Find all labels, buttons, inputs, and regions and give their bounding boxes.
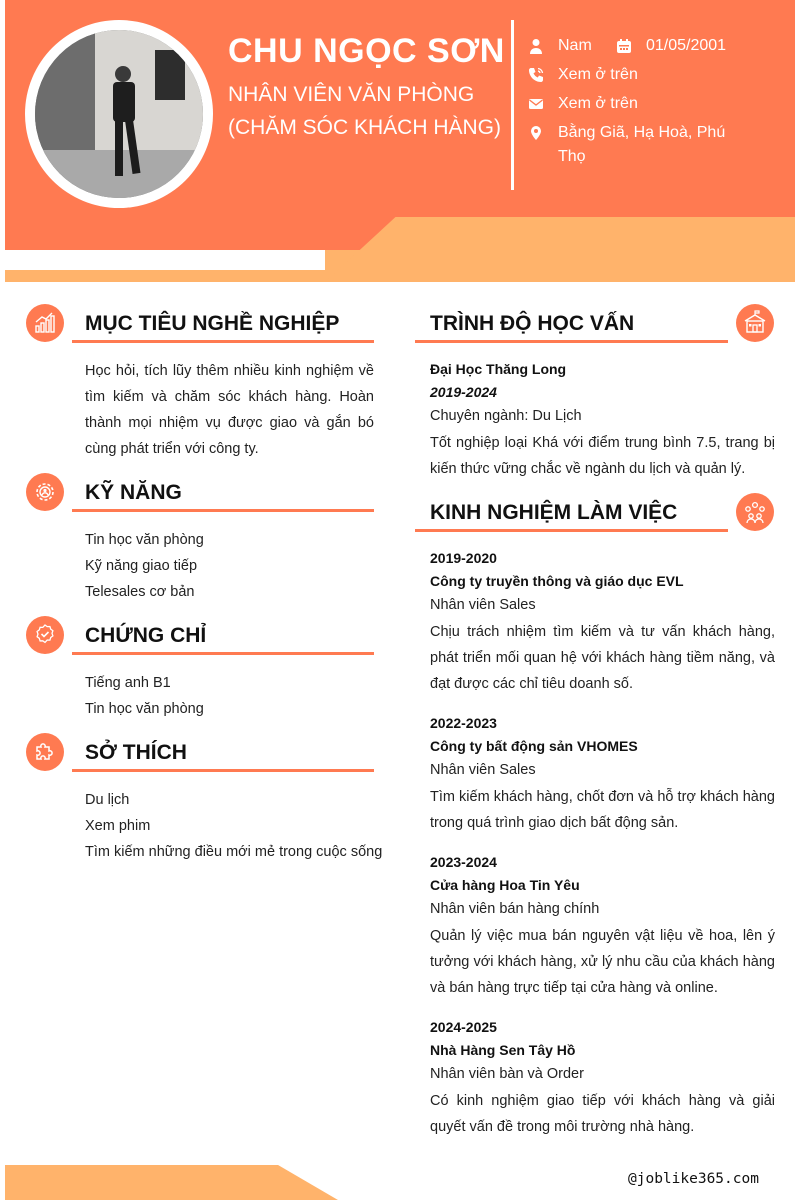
certificates-title: CHỨNG CHỈ xyxy=(85,624,207,647)
avatar xyxy=(35,30,203,198)
hobby-item: Du lịch xyxy=(85,792,130,808)
hobby-item: Xem phim xyxy=(85,818,151,834)
objective-text: Học hỏi, tích lũy thêm nhiều kinh nghiệm về tìm kiếm và chăm sóc khách hàng. Hoàn thành mọi nhiệm vụ được giao và gắn bó cùng phát triển với công ty. xyxy=(85,363,374,457)
job-description: Chịu trách nhiệm tìm kiếm và tư vấn khách hàng, phát triển mối quan hệ với khách hàng tiềm năng, và đạt được các chỉ tiêu doanh số. xyxy=(430,624,775,692)
job-years: 2023-2024 xyxy=(430,854,497,870)
job-description: Có kinh nghiệm giao tiếp với khách hàng và giải quyết vấn đề trong môi trường nhà hàng. xyxy=(430,1093,775,1135)
job-role: Nhân viên Sales xyxy=(430,762,536,778)
phone-row xyxy=(528,63,638,87)
education-underline xyxy=(415,340,728,343)
skill-item: Telesales cơ bản xyxy=(85,584,195,600)
growth-chart-icon xyxy=(26,304,64,342)
objective-title: MỤC TIÊU NGHỀ NGHIỆP xyxy=(85,312,340,335)
hobbies-title: SỞ THÍCH xyxy=(85,741,187,764)
experience-underline xyxy=(415,529,728,532)
job-description: Quản lý việc mua bán nguyên vật liệu về hoa, lên ý tưởng với khách hàng, xử lý nhu cầu của khách hàng và bán hàng trực tiếp tại cửa hàng và online. xyxy=(430,928,775,996)
address-row xyxy=(528,121,730,169)
certificate-item: Tiếng anh B1 xyxy=(85,675,171,691)
calendar-icon xyxy=(616,38,632,54)
footer-watermark: @joblike365.com xyxy=(628,1171,759,1187)
education-school: Đại Học Thăng Long xyxy=(430,361,567,377)
email-row xyxy=(528,92,638,116)
person-icon xyxy=(528,38,544,54)
education-major: Chuyên ngành: Du Lịch xyxy=(430,408,582,424)
certificate-badge-icon xyxy=(26,616,64,654)
school-building-icon xyxy=(736,304,774,342)
skills-gear-icon xyxy=(26,473,64,511)
job-years: 2019-2020 xyxy=(430,550,497,566)
job-years: 2024-2025 xyxy=(430,1019,497,1035)
phone-text: Xem ở trên xyxy=(558,66,638,83)
phone-icon xyxy=(528,67,544,83)
full-name: CHU NGỌC SƠN xyxy=(228,32,505,70)
birthdate-row xyxy=(616,34,726,58)
job-role: Nhân viên bán hàng chính xyxy=(430,901,600,917)
education-years: 2019-2024 xyxy=(430,384,497,400)
skills-underline xyxy=(72,509,374,512)
location-pin-icon xyxy=(528,125,544,141)
gender-text: Nam xyxy=(558,37,592,54)
objective-underline xyxy=(72,340,374,343)
skills-title: KỸ NĂNG xyxy=(85,481,182,504)
gender-row xyxy=(528,34,592,58)
job-company: Nhà Hàng Sen Tây Hồ xyxy=(430,1042,576,1058)
job-role: Nhân viên bàn và Order xyxy=(430,1066,584,1082)
address-text: Bằng Giã, Hạ Hoà, Phú Thọ xyxy=(558,124,726,165)
certificate-item: Tin học văn phòng xyxy=(85,701,204,717)
education-title: TRÌNH ĐỘ HỌC VẤN xyxy=(430,312,635,335)
job-company: Công ty truyền thông và giáo dục EVL xyxy=(430,573,684,589)
envelope-icon xyxy=(528,96,544,112)
puzzle-icon xyxy=(26,733,64,771)
job-company: Cửa hàng Hoa Tin Yêu xyxy=(430,877,580,893)
birthdate-text: 01/05/2001 xyxy=(646,37,727,54)
footer-accent-shape xyxy=(5,1165,338,1200)
header-accent-shape xyxy=(325,217,795,282)
skill-item: Kỹ năng giao tiếp xyxy=(85,558,198,574)
job-title: NHÂN VIÊN VĂN PHÒNG (CHĂM SÓC KHÁCH HÀNG) xyxy=(228,83,502,139)
job-years: 2022-2023 xyxy=(430,715,497,731)
job-role: Nhân viên Sales xyxy=(430,597,536,613)
team-icon xyxy=(736,493,774,531)
job-description: Tìm kiếm khách hàng, chốt đơn và hỗ trợ khách hàng trong quá trình giao dịch bất động sản. xyxy=(430,789,775,831)
hobby-item: Tìm kiếm những điều mới mẻ trong cuộc sống xyxy=(85,844,383,860)
skill-item: Tin học văn phòng xyxy=(85,532,204,548)
certificates-underline xyxy=(72,652,374,655)
hobbies-underline xyxy=(72,769,374,772)
header-band-cut xyxy=(5,250,325,270)
experience-title: KINH NGHIỆM LÀM VIỆC xyxy=(430,501,678,524)
education-description: Tốt nghiệp loại Khá với điểm trung bình 7.5, trang bị kiến thức vững chắc về ngành du lịch và quản lý. xyxy=(430,435,775,477)
job-company: Công ty bất động sản VHOMES xyxy=(430,738,638,754)
header-divider xyxy=(511,20,514,190)
email-text: Xem ở trên xyxy=(558,95,638,112)
